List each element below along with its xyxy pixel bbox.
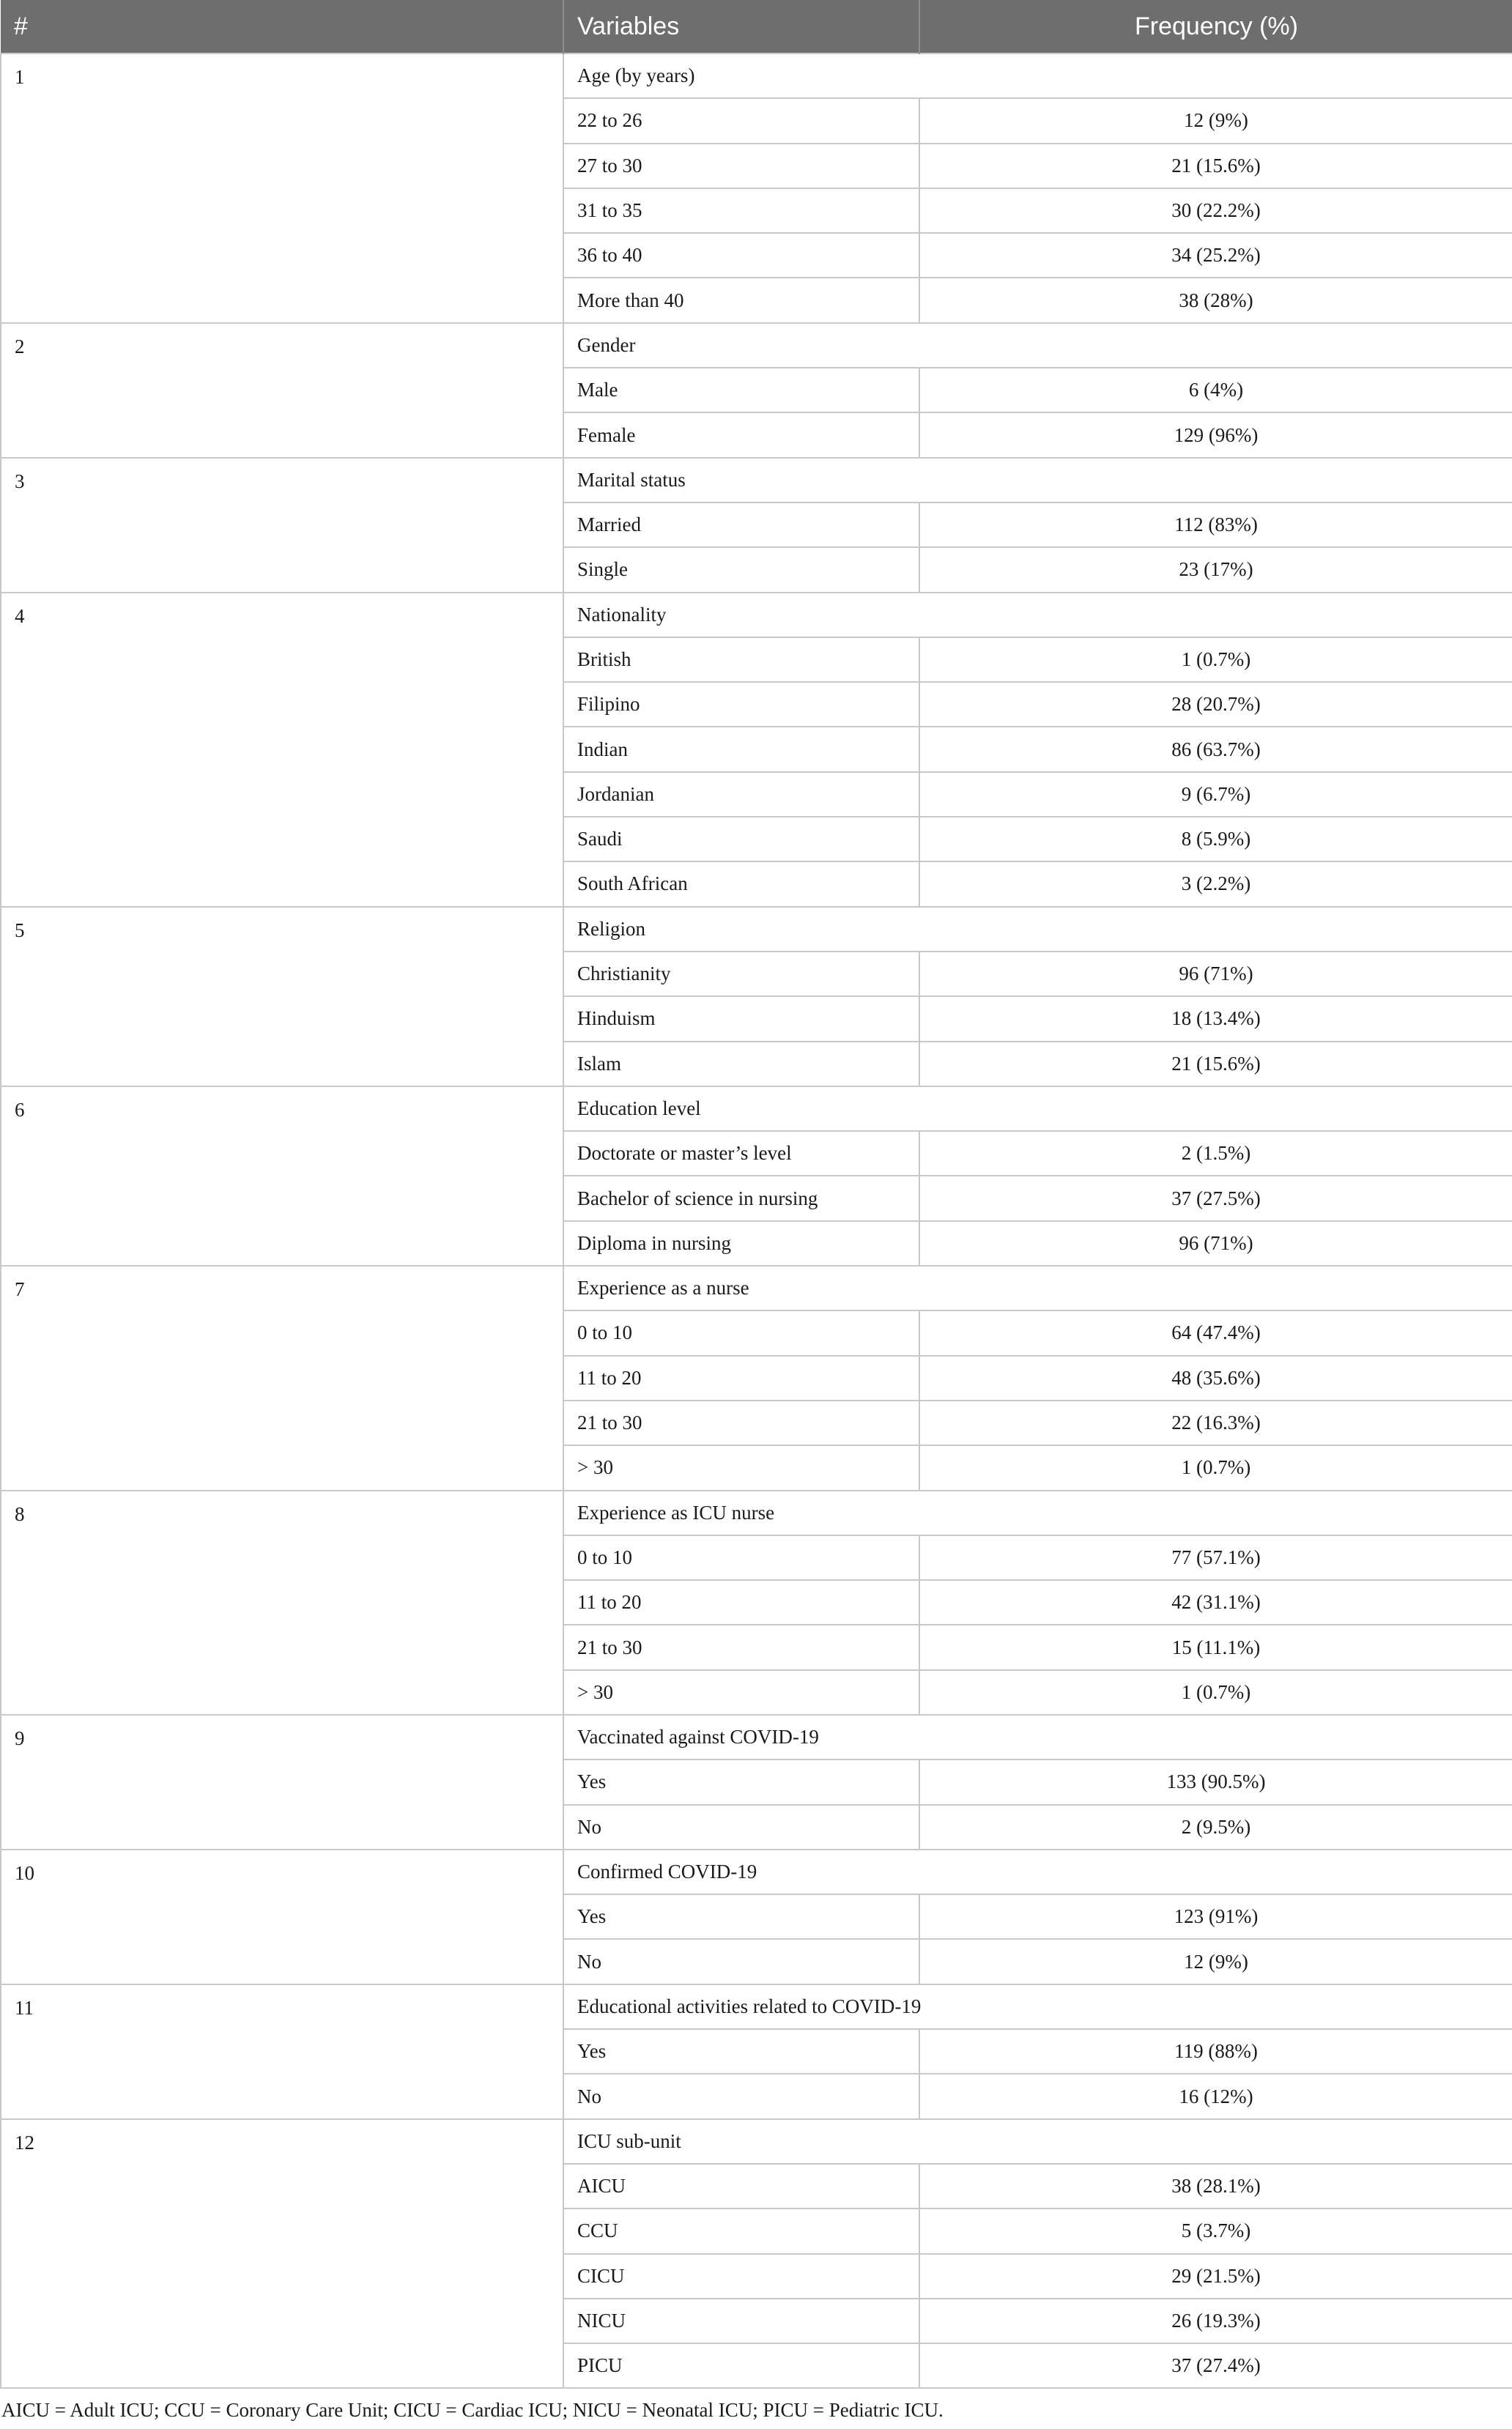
row-frequency: 1 (0.7%) (919, 1670, 1512, 1715)
row-frequency: 48 (35.6%) (919, 1356, 1512, 1401)
row-frequency: 9 (6.7%) (919, 772, 1512, 817)
row-label: 22 to 26 (563, 98, 919, 143)
row-label: CCU (563, 2209, 919, 2253)
row-frequency: 23 (17%) (919, 547, 1512, 592)
row-frequency: 8 (5.9%) (919, 817, 1512, 861)
header-number: # (1, 0, 563, 53)
group-header-row (1, 53, 1512, 98)
table-footnote: AICU = Adult ICU; CCU = Coronary Care Unit; CICU = Cardiac ICU; NICU = Neonatal ICU; PICU = Pediatric ICU. (1, 2399, 944, 2422)
group-title: Experience as a nurse (563, 1266, 1512, 1310)
group-header-row (1, 323, 1512, 368)
row-frequency: 123 (91%) (919, 1894, 1512, 1939)
table-header (1, 0, 1512, 53)
row-frequency: 96 (71%) (919, 1221, 1512, 1266)
row-label: 27 to 30 (563, 144, 919, 188)
group-number: 8 (1, 1491, 563, 1715)
group-number: 4 (1, 593, 563, 907)
row-frequency: 21 (15.6%) (919, 1042, 1512, 1086)
row-frequency: 5 (3.7%) (919, 2209, 1512, 2253)
row-label: Married (563, 503, 919, 547)
row-label: Yes (563, 1894, 919, 1939)
row-frequency: 96 (71%) (919, 952, 1512, 996)
header-variables: Variables (563, 0, 919, 53)
row-frequency: 37 (27.4%) (919, 2343, 1512, 2388)
group-number: 12 (1, 2119, 563, 2389)
row-frequency: 22 (16.3%) (919, 1401, 1512, 1445)
row-frequency: 18 (13.4%) (919, 996, 1512, 1041)
row-label: CICU (563, 2254, 919, 2299)
row-frequency: 6 (4%) (919, 368, 1512, 412)
group-title: Religion (563, 907, 1512, 952)
row-frequency: 28 (20.7%) (919, 682, 1512, 727)
row-frequency: 129 (96%) (919, 412, 1512, 457)
row-frequency: 12 (9%) (919, 98, 1512, 143)
row-label: 31 to 35 (563, 188, 919, 233)
group-header-row (1, 1491, 1512, 1535)
row-label: AICU (563, 2164, 919, 2209)
group-title: Gender (563, 323, 1512, 368)
row-label: > 30 (563, 1445, 919, 1490)
row-frequency: 21 (15.6%) (919, 144, 1512, 188)
row-frequency: 2 (1.5%) (919, 1131, 1512, 1176)
group-title: Education level (563, 1086, 1512, 1131)
row-frequency: 42 (31.1%) (919, 1580, 1512, 1625)
row-label: More than 40 (563, 278, 919, 322)
group-title: ICU sub-unit (563, 2119, 1512, 2164)
row-label: 11 to 20 (563, 1356, 919, 1401)
row-label: No (563, 1939, 919, 1984)
group-header-row (1, 1850, 1512, 1894)
group-header-row (1, 907, 1512, 952)
row-label: Female (563, 412, 919, 457)
row-label: Doctorate or master’s level (563, 1131, 919, 1176)
row-label: > 30 (563, 1670, 919, 1715)
row-label: 11 to 20 (563, 1580, 919, 1625)
row-label: PICU (563, 2343, 919, 2388)
table-body (1, 53, 1512, 2388)
row-label: Indian (563, 727, 919, 771)
row-label: Islam (563, 1042, 919, 1086)
row-frequency: 1 (0.7%) (919, 1445, 1512, 1490)
row-label: Jordanian (563, 772, 919, 817)
row-frequency: 3 (2.2%) (919, 861, 1512, 906)
row-label: Diploma in nursing (563, 1221, 919, 1266)
row-frequency: 77 (57.1%) (919, 1535, 1512, 1580)
group-number: 2 (1, 323, 563, 458)
group-title: Marital status (563, 458, 1512, 503)
group-number: 11 (1, 1984, 563, 2119)
row-label: 21 to 30 (563, 1401, 919, 1445)
row-label: No (563, 2074, 919, 2118)
group-title: Experience as ICU nurse (563, 1491, 1512, 1535)
row-label: Single (563, 547, 919, 592)
group-number: 3 (1, 458, 563, 593)
row-frequency: 119 (88%) (919, 2029, 1512, 2074)
group-number: 6 (1, 1086, 563, 1266)
group-number: 9 (1, 1715, 563, 1850)
group-header-row (1, 2119, 1512, 2164)
row-frequency: 16 (12%) (919, 2074, 1512, 2118)
row-label: Christianity (563, 952, 919, 996)
group-title: Vaccinated against COVID-19 (563, 1715, 1512, 1759)
row-frequency: 2 (9.5%) (919, 1805, 1512, 1850)
row-frequency: 37 (27.5%) (919, 1176, 1512, 1220)
row-label: British (563, 637, 919, 682)
row-label: 0 to 10 (563, 1310, 919, 1355)
row-frequency: 1 (0.7%) (919, 637, 1512, 682)
group-header-row (1, 1266, 1512, 1310)
group-number: 5 (1, 907, 563, 1086)
group-number: 10 (1, 1850, 563, 1984)
row-label: Bachelor of science in nursing (563, 1176, 919, 1220)
group-number: 7 (1, 1266, 563, 1490)
row-label: Filipino (563, 682, 919, 727)
group-header-row (1, 458, 1512, 503)
row-frequency: 38 (28.1%) (919, 2164, 1512, 2209)
row-label: South African (563, 861, 919, 906)
row-label: NICU (563, 2299, 919, 2343)
row-label: Male (563, 368, 919, 412)
header-row (1, 0, 1512, 53)
row-label: Hinduism (563, 996, 919, 1041)
row-frequency: 64 (47.4%) (919, 1310, 1512, 1355)
row-frequency: 29 (21.5%) (919, 2254, 1512, 2299)
row-label: 21 to 30 (563, 1625, 919, 1669)
group-header-row (1, 593, 1512, 637)
row-frequency: 12 (9%) (919, 1939, 1512, 1984)
row-frequency: 86 (63.7%) (919, 727, 1512, 771)
group-title: Age (by years) (563, 53, 1512, 98)
row-frequency: 112 (83%) (919, 503, 1512, 547)
group-header-row (1, 1984, 1512, 2029)
row-frequency: 38 (28%) (919, 278, 1512, 322)
row-frequency: 133 (90.5%) (919, 1759, 1512, 1804)
row-label: 36 to 40 (563, 233, 919, 278)
row-frequency: 15 (11.1%) (919, 1625, 1512, 1669)
header-frequency: Frequency (%) (919, 0, 1512, 53)
row-label: 0 to 10 (563, 1535, 919, 1580)
group-number: 1 (1, 53, 563, 323)
row-frequency: 26 (19.3%) (919, 2299, 1512, 2343)
group-title: Educational activities related to COVID-19 (563, 1984, 1512, 2029)
row-frequency: 34 (25.2%) (919, 233, 1512, 278)
row-label: Yes (563, 1759, 919, 1804)
group-title: Confirmed COVID-19 (563, 1850, 1512, 1894)
row-label: Saudi (563, 817, 919, 861)
group-header-row (1, 1086, 1512, 1131)
group-title: Nationality (563, 593, 1512, 637)
row-label: Yes (563, 2029, 919, 2074)
row-label: No (563, 1805, 919, 1850)
group-header-row (1, 1715, 1512, 1759)
row-frequency: 30 (22.2%) (919, 188, 1512, 233)
